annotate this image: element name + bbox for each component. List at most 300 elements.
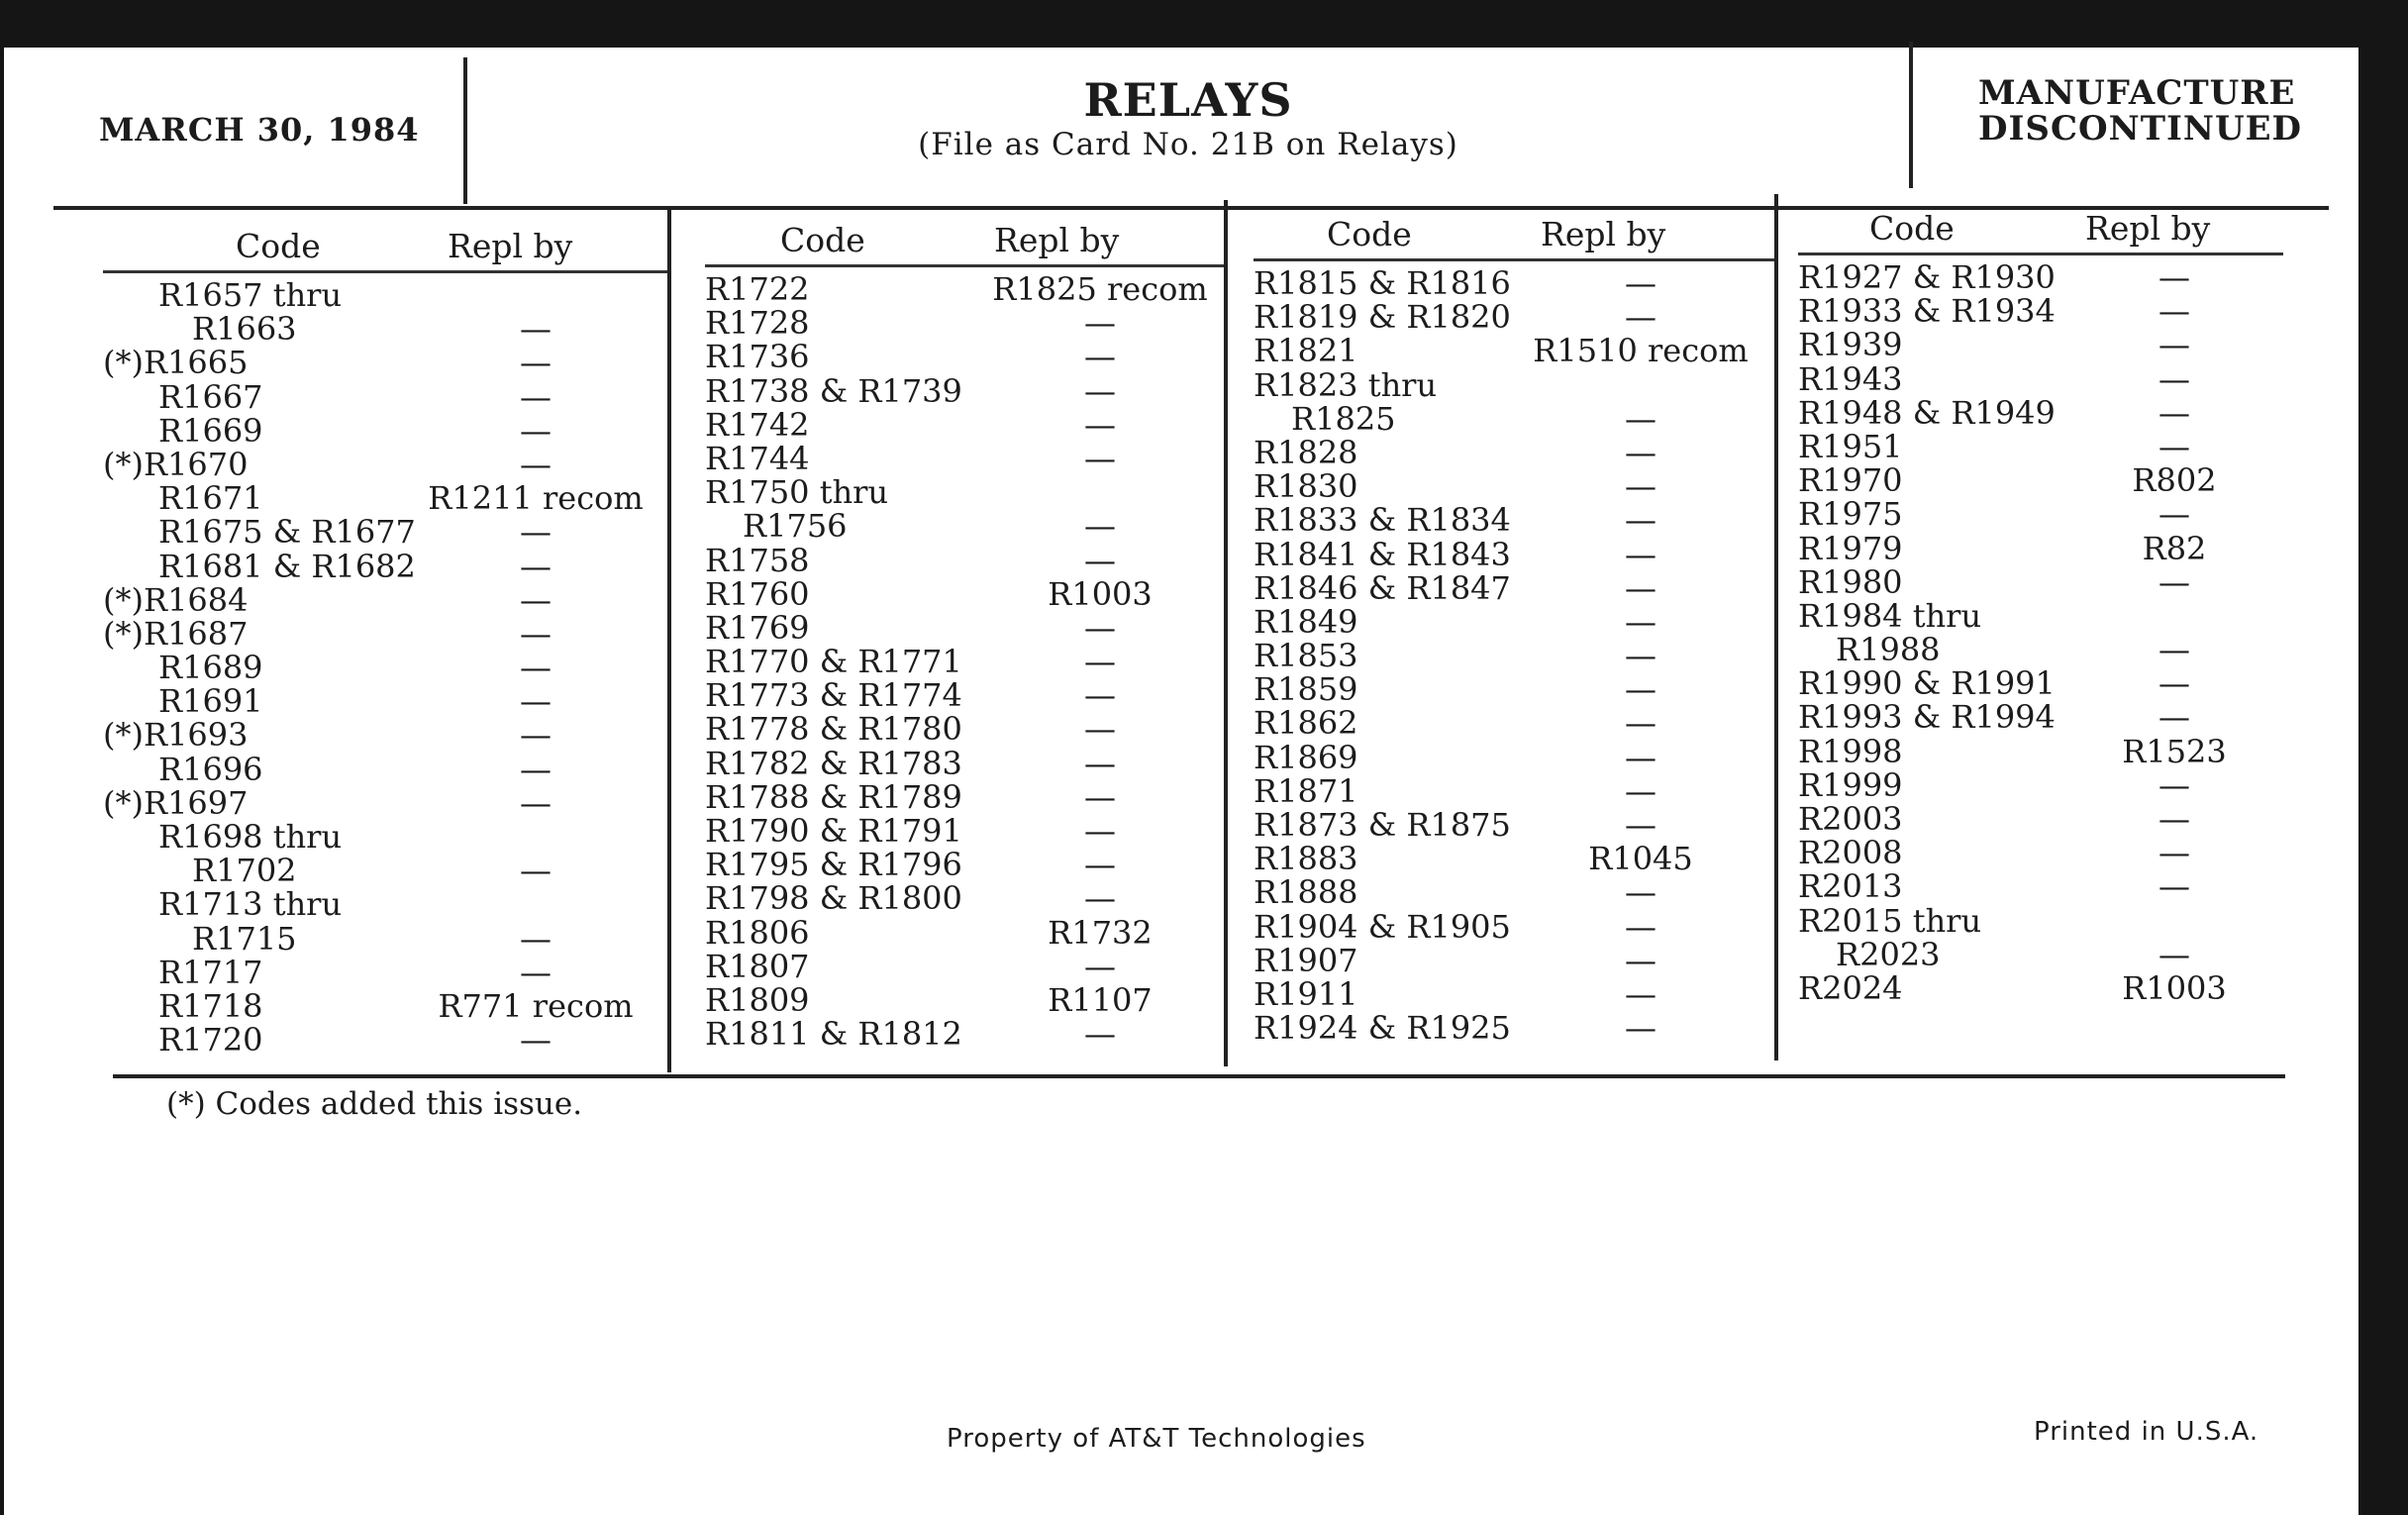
scan-border-right [2358, 0, 2408, 1515]
table-row [705, 338, 1224, 376]
repl-cell: — [520, 445, 552, 483]
code-cell: R1873 & R1875 [1254, 806, 1511, 844]
repl-cell: — [1625, 974, 1656, 1013]
code-cell: R1951 [1798, 427, 1903, 465]
repl-cell: — [1084, 405, 1116, 444]
code-cell: R1691 [158, 682, 263, 721]
table-row [1254, 771, 1774, 810]
code-cell: R1924 & R1925 [1254, 1009, 1511, 1048]
code-cell: R1760 [705, 574, 810, 613]
table-row [103, 513, 667, 552]
table-row [103, 479, 667, 518]
code-cell: R1720 [158, 1021, 263, 1060]
code-cell: R1702 [192, 852, 297, 890]
repl-cell: — [1084, 812, 1116, 850]
table-row [1798, 359, 2283, 398]
code-cell: R1769 [705, 608, 810, 647]
table-row [103, 682, 667, 721]
code-cell: R1999 [1798, 765, 1903, 804]
repl-cell: — [1084, 507, 1116, 546]
code-cell: R1671 [158, 479, 263, 518]
table-row [1798, 698, 2283, 737]
table-row [1798, 393, 2283, 432]
code-cell: (*)R1684 [103, 580, 249, 619]
table-row [1798, 495, 2283, 534]
code-cell: R1859 [1254, 670, 1358, 709]
repl-cell: — [1625, 637, 1656, 675]
table-row [705, 913, 1224, 952]
code-cell: R1663 [192, 310, 297, 349]
repl-cell: — [520, 953, 552, 991]
table-row [1254, 670, 1774, 709]
table-row [1798, 631, 2283, 669]
code-cell: R1798 & R1800 [705, 879, 962, 918]
table-row [1254, 704, 1774, 743]
code-cell: R1815 & R1816 [1254, 264, 1511, 302]
code-cell: R1883 [1254, 840, 1358, 878]
header-divider-right [1909, 42, 1913, 188]
issue-date: MARCH 30, 1984 [99, 111, 420, 149]
column-rows [103, 276, 667, 1060]
code-cell: R1728 [705, 304, 810, 343]
repl-cell: — [2158, 834, 2190, 872]
repl-cell: — [1625, 602, 1656, 641]
repl-cell: — [520, 580, 552, 619]
code-cell: R1758 [705, 541, 810, 579]
repl-cell: — [1625, 670, 1656, 709]
repl-cell: — [520, 513, 552, 552]
table-row [1798, 529, 2283, 567]
code-cell: (*)R1670 [103, 445, 249, 483]
code-cell: R1948 & R1949 [1798, 393, 2056, 432]
repl-cell: — [1625, 568, 1656, 607]
status-line-2: DISCONTINUED [1978, 109, 2303, 149]
repl-cell: — [1084, 304, 1116, 343]
repl-cell: — [1084, 947, 1116, 985]
table-row [103, 783, 667, 822]
code-cell: R1975 [1798, 495, 1903, 534]
table-row [1798, 867, 2283, 906]
scan-border-top [0, 0, 2408, 48]
table-row [1254, 840, 1774, 878]
code-header: Code [236, 227, 321, 265]
repl-header: Repl by [2085, 209, 2211, 248]
repl-cell: — [520, 411, 552, 450]
table-row [103, 953, 667, 991]
repl-header: Repl by [1541, 215, 1666, 253]
code-cell: R1696 [158, 750, 263, 788]
table-row [1254, 568, 1774, 607]
table-row [1798, 427, 2283, 465]
column-rows [1798, 260, 2283, 1005]
code-cell: R1825 [1291, 399, 1396, 438]
table-row [103, 1021, 667, 1060]
property-notice: Property of AT&T Technologies [947, 1424, 1366, 1454]
repl-cell: — [1084, 608, 1116, 647]
code-cell: R1888 [1254, 873, 1358, 912]
table-row [705, 710, 1224, 749]
table-row [705, 541, 1224, 579]
code-cell: R1853 [1254, 637, 1358, 675]
repl-header: Repl by [448, 227, 573, 265]
table-row [103, 445, 667, 483]
table-row [1254, 332, 1774, 370]
table-row [705, 814, 1224, 848]
table-row [103, 885, 667, 924]
table-column-4 [1798, 185, 2283, 1057]
repl-cell: R1510 recom [1533, 332, 1749, 370]
table-row [705, 777, 1224, 816]
repl-cell: — [1084, 710, 1116, 749]
table-row [103, 852, 667, 890]
code-cell: R2003 [1798, 800, 1903, 838]
code-cell: R1846 & R1847 [1254, 568, 1511, 607]
repl-cell: — [2158, 359, 2190, 398]
page-subtitle: (File as Card No. 21B on Relays) [918, 127, 1458, 162]
repl-cell: — [2158, 867, 2190, 906]
repl-cell: — [1084, 744, 1116, 782]
repl-cell: — [520, 919, 552, 958]
repl-cell: — [1625, 806, 1656, 844]
repl-cell: — [2158, 631, 2190, 669]
repl-cell: R82 [2142, 529, 2207, 567]
table-row [1254, 873, 1774, 912]
column-rows [1254, 264, 1774, 1048]
code-cell: R1811 & R1812 [705, 1015, 962, 1054]
repl-cell: — [2158, 664, 2190, 703]
table-column-2 [705, 197, 1224, 1068]
code-cell: R1778 & R1780 [705, 710, 962, 749]
repl-cell: — [520, 716, 552, 755]
repl-cell: — [520, 310, 552, 349]
code-cell: R1823 thru [1254, 365, 1438, 404]
table-row [705, 473, 1224, 512]
table-row [103, 649, 667, 687]
table-row [1254, 1009, 1774, 1048]
repl-cell: — [1625, 298, 1656, 337]
repl-cell: — [1625, 399, 1656, 438]
table-row [705, 1015, 1224, 1054]
code-cell: R1828 [1254, 433, 1358, 471]
column-header [705, 197, 1224, 264]
code-cell: R1990 & R1991 [1798, 664, 2056, 703]
code-cell: R1669 [158, 411, 263, 450]
footnote: (*) Codes added this issue. [166, 1086, 583, 1122]
repl-cell: — [1084, 338, 1116, 376]
repl-cell: R1825 recom [992, 270, 1208, 308]
table-row [1798, 732, 2283, 770]
code-cell: R1821 [1254, 332, 1358, 370]
repl-cell: — [1084, 879, 1116, 918]
code-cell: R1738 & R1739 [705, 371, 962, 410]
table-row [1798, 935, 2283, 973]
table-row [103, 377, 667, 416]
column-divider-2 [1224, 200, 1228, 1066]
code-cell: R1943 [1798, 359, 1903, 398]
code-cell: R1715 [192, 919, 297, 958]
table-row [705, 643, 1224, 681]
repl-cell: — [2158, 427, 2190, 465]
repl-cell: — [1084, 676, 1116, 715]
code-cell: R1667 [158, 377, 263, 416]
table-row [103, 750, 667, 788]
repl-cell: — [1084, 541, 1116, 579]
table-row [1798, 326, 2283, 364]
code-header: Code [1869, 209, 1955, 248]
code-cell: R1788 & R1789 [705, 777, 962, 816]
scan-border-left [0, 0, 4, 1515]
column-divider-1 [667, 206, 671, 1072]
column-header [103, 203, 667, 270]
table-row [103, 716, 667, 755]
code-cell: R1689 [158, 649, 263, 687]
status-label [1978, 75, 2302, 147]
column-header [1798, 185, 2283, 252]
table-row [103, 614, 667, 653]
code-cell: R1993 & R1994 [1798, 698, 2056, 737]
table-row [1254, 266, 1774, 300]
code-cell: R1841 & R1843 [1254, 535, 1511, 573]
code-cell: R1718 [158, 986, 263, 1025]
repl-cell: R1003 [1048, 574, 1153, 613]
repl-cell: — [1625, 1009, 1656, 1048]
table-row [1254, 535, 1774, 573]
table-row [103, 310, 667, 349]
code-cell: R2023 [1836, 935, 1941, 973]
code-cell: R1657 thru [158, 276, 343, 314]
code-cell: R1722 [705, 270, 810, 308]
table-row [1254, 941, 1774, 979]
table-row [103, 820, 667, 854]
repl-cell: — [1625, 907, 1656, 946]
repl-cell: — [2158, 765, 2190, 804]
code-cell: R1862 [1254, 704, 1358, 743]
table-row [705, 947, 1224, 985]
table-row [705, 304, 1224, 343]
table-row [705, 272, 1224, 306]
code-cell: R1998 [1798, 732, 1903, 770]
repl-cell: — [520, 852, 552, 890]
code-cell: R1927 & R1930 [1798, 258, 2056, 296]
table-row [103, 278, 667, 312]
repl-cell: — [520, 377, 552, 416]
repl-cell: R802 [2132, 461, 2217, 500]
repl-cell: — [520, 1021, 552, 1060]
repl-cell: — [2158, 292, 2190, 331]
table-row [705, 846, 1224, 884]
repl-cell: — [2158, 393, 2190, 432]
repl-cell: — [2158, 326, 2190, 364]
code-cell: R1742 [705, 405, 810, 444]
table-row [1798, 901, 2283, 940]
repl-cell: — [1625, 771, 1656, 810]
table-row [705, 574, 1224, 613]
table-row [1254, 974, 1774, 1013]
table-row [1254, 738, 1774, 776]
repl-cell: — [2158, 935, 2190, 973]
table-row [1254, 637, 1774, 675]
code-cell: R2024 [1798, 968, 1903, 1007]
repl-cell: — [520, 649, 552, 687]
repl-cell: — [1084, 371, 1116, 410]
column-header-rule [705, 264, 1224, 267]
repl-cell: — [2158, 800, 2190, 838]
repl-cell: R1732 [1048, 913, 1153, 952]
table-row [1254, 907, 1774, 946]
code-header: Code [1327, 215, 1412, 253]
code-cell: (*)R1693 [103, 716, 249, 755]
repl-cell: — [520, 344, 552, 382]
code-cell: R1907 [1254, 941, 1358, 979]
table-row [1254, 501, 1774, 540]
table-row [103, 411, 667, 450]
code-cell: R1984 thru [1798, 596, 1982, 635]
code-cell: R1750 thru [705, 473, 889, 512]
code-cell: R1744 [705, 439, 810, 477]
code-cell: R1833 & R1834 [1254, 501, 1511, 540]
table-row [1798, 834, 2283, 872]
table-row [1254, 433, 1774, 471]
code-cell: R1675 & R1677 [158, 513, 416, 552]
repl-cell: — [1084, 846, 1116, 884]
table-row [705, 439, 1224, 477]
code-cell: R2015 thru [1798, 901, 1982, 940]
table-row [1798, 664, 2283, 703]
code-cell: R1939 [1798, 326, 1903, 364]
status-line-1: MANUFACTURE [1978, 73, 2296, 113]
table-row [705, 507, 1224, 546]
column-header-rule [1254, 258, 1774, 261]
repl-cell: R1045 [1588, 840, 1693, 878]
code-cell: R1849 [1254, 602, 1358, 641]
code-cell: R1980 [1798, 562, 1903, 601]
repl-cell: — [1625, 264, 1656, 302]
table-row [705, 676, 1224, 715]
table-row [1254, 298, 1774, 337]
repl-cell: — [1084, 777, 1116, 816]
table-row [705, 980, 1224, 1019]
table-row [1798, 596, 2283, 635]
repl-cell: — [520, 783, 552, 822]
table-row [1798, 765, 2283, 804]
table-row [705, 405, 1224, 444]
code-cell: (*)R1665 [103, 344, 249, 382]
code-cell: R1871 [1254, 771, 1358, 810]
column-divider-3 [1774, 194, 1778, 1060]
table-row [705, 744, 1224, 782]
repl-cell: — [520, 750, 552, 788]
table-row [705, 371, 1224, 410]
repl-cell: R1523 [2122, 732, 2227, 770]
table-column-1 [103, 203, 667, 1074]
repl-cell: — [2158, 258, 2190, 296]
table-row [1798, 802, 2283, 836]
table-row [103, 547, 667, 585]
table-row [1254, 467, 1774, 506]
code-cell: R2013 [1798, 867, 1903, 906]
repl-cell: — [520, 547, 552, 585]
code-cell: R1698 thru [158, 818, 343, 856]
code-cell: R1807 [705, 947, 810, 985]
code-cell: R2008 [1798, 834, 1903, 872]
table-row [103, 919, 667, 958]
table-column-3 [1254, 191, 1774, 1062]
table-row [103, 580, 667, 619]
repl-cell: — [2158, 495, 2190, 534]
repl-cell: — [1084, 643, 1116, 681]
code-header: Code [780, 221, 865, 259]
code-cell: R1713 thru [158, 885, 343, 924]
repl-cell: — [1625, 501, 1656, 540]
repl-cell: R1107 [1048, 980, 1153, 1019]
code-cell: R1806 [705, 913, 810, 952]
code-cell: R1773 & R1774 [705, 676, 962, 715]
code-cell: R1933 & R1934 [1798, 292, 2056, 331]
repl-cell: — [1625, 535, 1656, 573]
code-cell: R1736 [705, 338, 810, 376]
code-cell: R1869 [1254, 738, 1358, 776]
table-row [1254, 399, 1774, 438]
repl-cell: — [1625, 941, 1656, 979]
repl-cell: — [1625, 433, 1656, 471]
table-row [1798, 292, 2283, 331]
repl-header: Repl by [994, 221, 1120, 259]
code-cell: R1681 & R1682 [158, 547, 416, 585]
column-header [1254, 191, 1774, 258]
table-row [103, 986, 667, 1025]
code-cell: R1830 [1254, 467, 1358, 506]
code-cell: R1819 & R1820 [1254, 298, 1511, 337]
column-header-rule [1798, 252, 2283, 255]
printed-notice: Printed in U.S.A. [2034, 1417, 2259, 1447]
repl-cell: — [2158, 562, 2190, 601]
repl-cell: — [1625, 704, 1656, 743]
code-cell: R1790 & R1791 [705, 812, 962, 850]
code-cell: R1795 & R1796 [705, 846, 962, 884]
repl-cell: — [2158, 698, 2190, 737]
column-rows [705, 270, 1224, 1054]
repl-cell: — [1084, 1015, 1116, 1054]
code-cell: R1756 [743, 507, 848, 546]
code-cell: R1988 [1836, 631, 1941, 669]
repl-cell: — [520, 682, 552, 721]
table-row [705, 608, 1224, 647]
table-row [705, 879, 1224, 918]
repl-cell: R771 recom [438, 986, 634, 1025]
table-row [1254, 602, 1774, 641]
code-cell: R1911 [1254, 974, 1358, 1013]
column-header-rule [103, 270, 667, 273]
repl-cell: — [1084, 439, 1116, 477]
code-cell: R1717 [158, 953, 263, 991]
repl-cell: — [520, 614, 552, 653]
table-row [1254, 365, 1774, 404]
code-cell: R1782 & R1783 [705, 744, 962, 782]
code-cell: (*)R1697 [103, 783, 249, 822]
code-cell: R1979 [1798, 529, 1903, 567]
table-row [1798, 968, 2283, 1007]
table-row [1798, 260, 2283, 294]
table-row [1254, 808, 1774, 842]
table-bottom-rule [113, 1074, 2285, 1078]
code-cell: (*)R1687 [103, 614, 249, 653]
repl-cell: — [1625, 873, 1656, 912]
page-title: RELAYS [1083, 73, 1293, 127]
repl-cell: — [1625, 738, 1656, 776]
repl-cell: R1003 [2122, 968, 2227, 1007]
code-cell: R1770 & R1771 [705, 643, 962, 681]
table-row [1798, 562, 2283, 601]
